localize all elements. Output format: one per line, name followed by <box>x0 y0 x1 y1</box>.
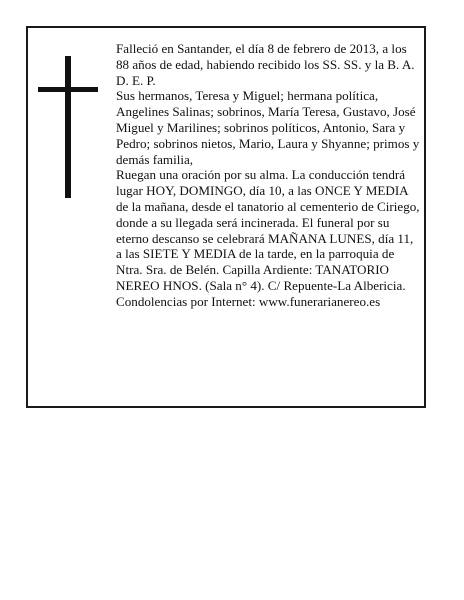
funeral-details: Ruegan una oración por su alma. La conducción tendrá lugar HOY, DOMINGO, día 10, a las ONCE Y MEDIA de la mañana, desde el tanatorio al cementerio de Ciriego, donde a su llegada será incinerada. El funeral por su eterno descanso se celebrará MAÑANA LUNES, día 11, a las SIETE Y MEDIA de la tarde, en la parroquia de Ntra. Sra. de Belén. Capilla Ardiente: TANATORIO NEREO HNOS. (Sala n° 4). C/ Repuente-La Albericia. <box>116 167 420 293</box>
cross-vertical-bar <box>65 56 71 198</box>
obituary-notice <box>26 26 426 408</box>
cross-horizontal-bar <box>38 87 98 92</box>
condolences-line: Condolencias por Internet: www.funerarianereo.es <box>116 293 381 309</box>
rip-line: D. E. P. <box>116 72 156 88</box>
latin-cross-icon <box>38 56 98 198</box>
family-list: Sus hermanos, Teresa y Miguel; hermana política, Angelines Salinas; sobrinos, María Teresa, Gustavo, José Miguel y Marilines; sobrinos políticos, Antonio, Sara y Pedro; sobrinos nietos, Mario, Laura y Shyanne; primos y demás familia, <box>116 88 420 167</box>
notice-body <box>116 41 421 310</box>
death-announcement: Falleció en Santander, el día 8 de febrero de 2013, a los 88 años de edad, habiendo recibido los SS. SS. y la B. A. <box>116 41 415 72</box>
